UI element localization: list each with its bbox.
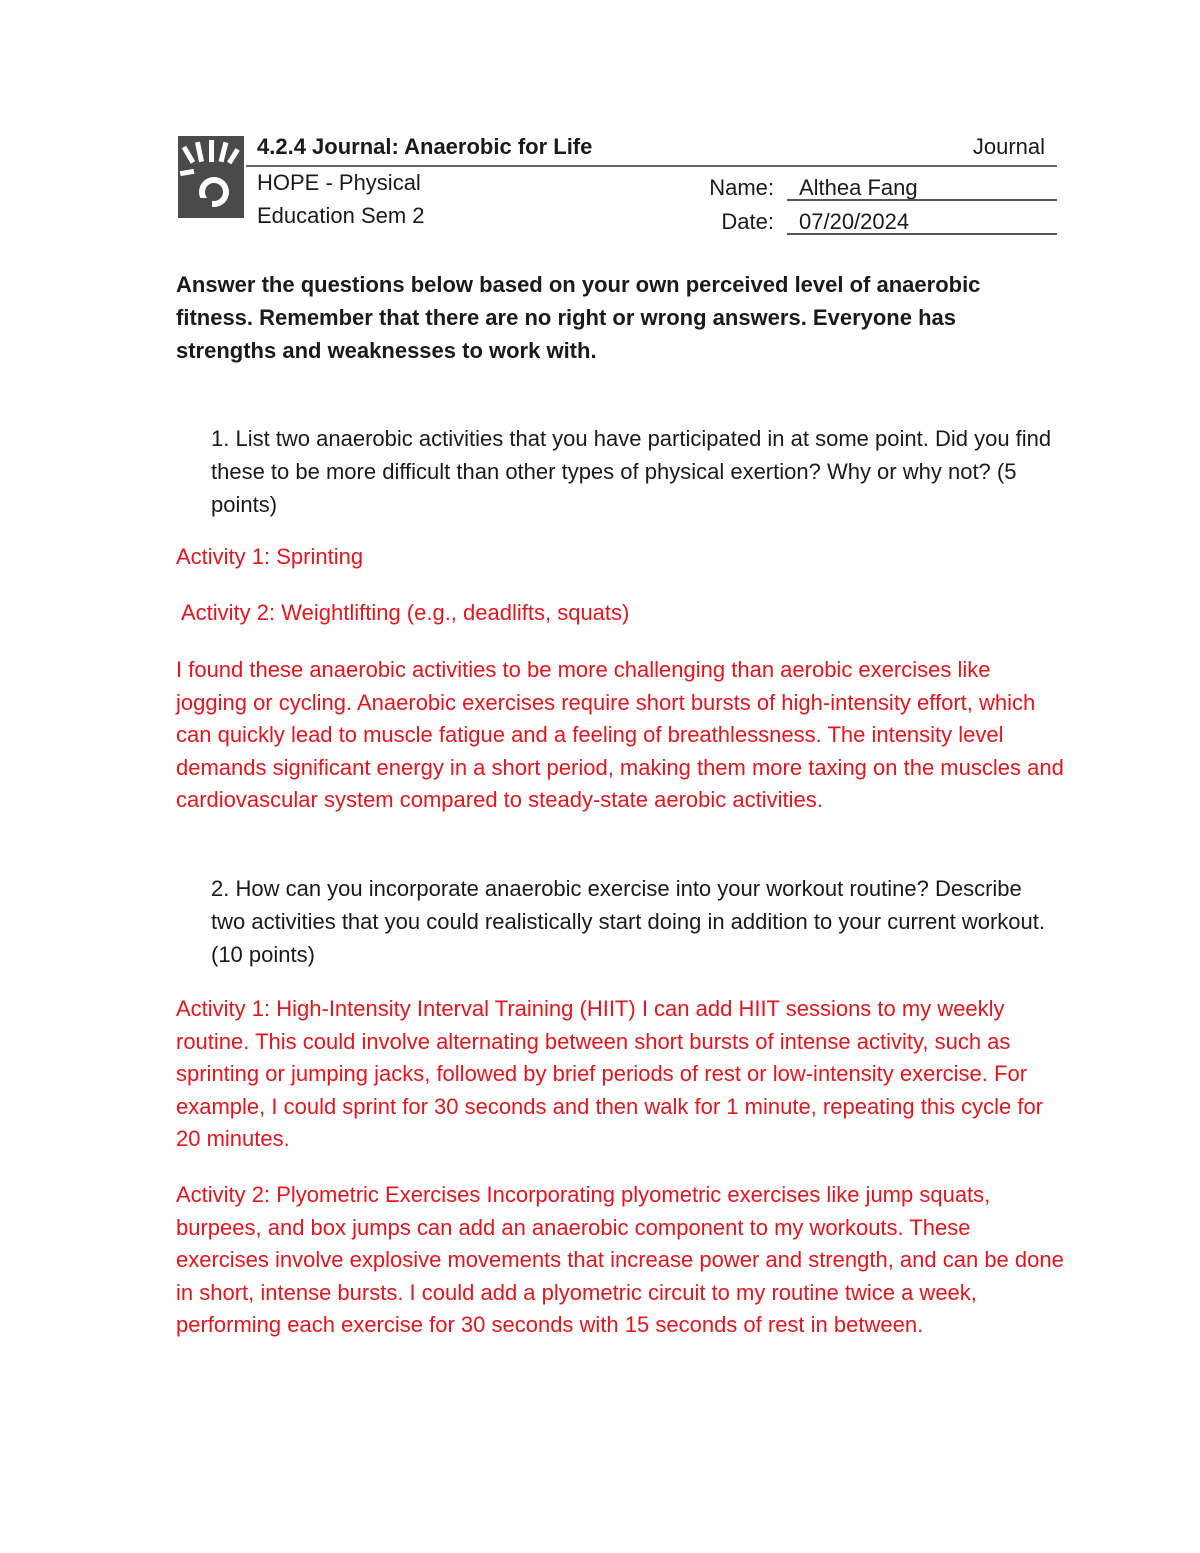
date-label: Date: xyxy=(721,209,774,234)
document-type: Journal xyxy=(972,134,1045,159)
instructions: Answer the questions below based on your own perceived level of anaerobic fitness. Remember that there are no right or wrong answers. Everyone has strengths and weaknesses to work with. xyxy=(176,272,981,363)
name-field: Althea Fang xyxy=(799,175,918,200)
question-2-prompt: 2. How can you incorporate anaerobic exercise into your workout routine? Describe two activities that you could realistically start doing in addition to your current workout. (10 points) xyxy=(211,876,1045,967)
sunburst-head-logo-icon xyxy=(178,136,244,218)
question-1-prompt: 1. List two anaerobic activities that you have participated in at some point. Did you find these to be more difficult than other types of physical exertion? Why or why not? (5 points) xyxy=(211,426,1052,517)
title-divider xyxy=(246,165,1057,167)
course-name-line-2: Education Sem 2 xyxy=(257,203,425,228)
date-field: 07/20/2024 xyxy=(799,209,910,234)
name-label: Name: xyxy=(709,175,774,200)
question-1-answer-explanation: I found these anaerobic activities to be more challenging than aerobic exercises like jogging or cycling. Anaerobic exercises require short bursts of high-intensity effort, which can quickly lead to muscle fatigue and a feeling of breathlessness. The intensity level demands significant energy in a short period, making them more taxing on the muscles and cardiovascular system compared to steady-state aerobic activities. xyxy=(176,657,1064,812)
document-title: 4.2.4 Journal: Anaerobic for Life xyxy=(257,134,593,159)
date-underline xyxy=(787,233,1057,235)
question-2-answer-activity-1: Activity 1: High-Intensity Interval Training (HIIT) I can add HIIT sessions to my weekly routine. This could involve alternating between short bursts of intense activity, such as sprinting or jumping jacks, followed by brief periods of rest or low-intensity exercise. For example, I could sprint for 30 seconds and then walk for 1 minute, repeating this cycle for 20 minutes. xyxy=(176,996,1044,1151)
name-underline xyxy=(787,199,1057,201)
question-2-answer-activity-2: Activity 2: Plyometric Exercises Incorporating plyometric exercises like jump squats, burpees, and box jumps can add an anaerobic component to my workouts. These exercises involve explosive movements that increase power and strength, and can be done in short, intense bursts. I could add a plyometric circuit to my routine twice a week, performing each exercise for 30 seconds with 15 seconds of rest in between. xyxy=(176,1182,1064,1337)
question-1-answer-activity-2: Activity 2: Weightlifting (e.g., deadlifts, squats) xyxy=(181,600,630,625)
question-1-answer-activity-1: Activity 1: Sprinting xyxy=(176,544,364,569)
course-name-line-1: HOPE - Physical xyxy=(257,170,421,195)
